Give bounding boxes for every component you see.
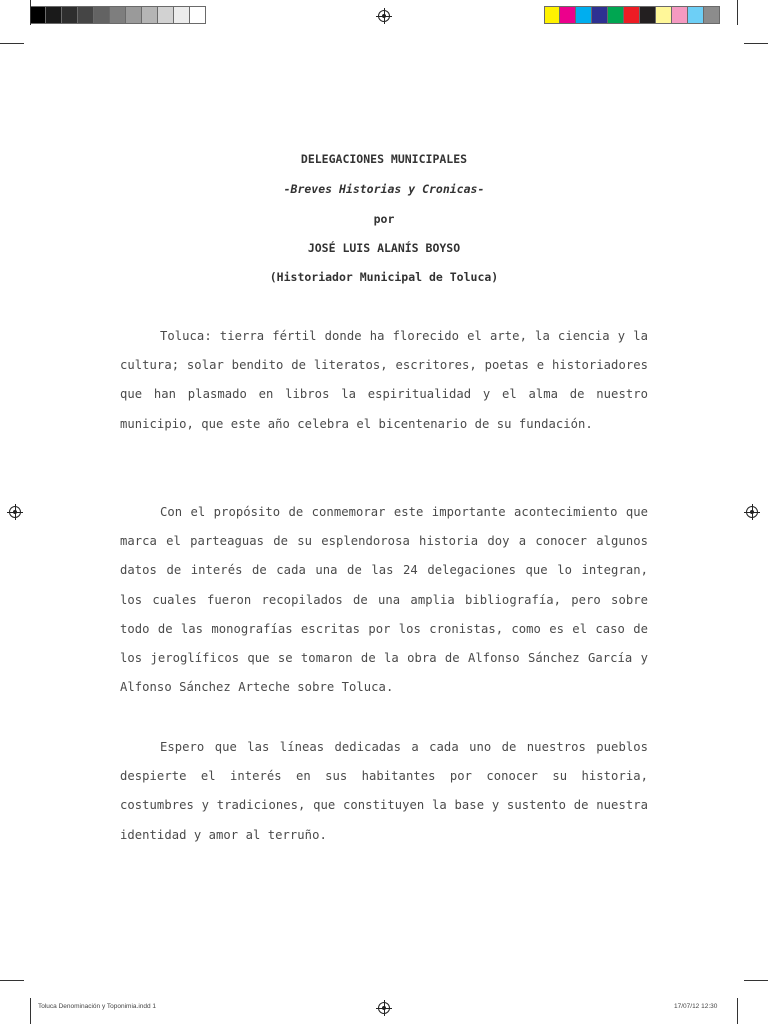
paragraph-intro: Toluca: tierra fértil donde ha florecido el arte, la ciencia y la cultura; solar bendito de literatos, escritores, poetas e historiadores que han plasmado en libros la espiritualidad y el alma de nuestro municipio, que este año celebra el bicentenario de su fundación.	[120, 329, 648, 431]
color-swatch	[30, 6, 46, 24]
registration-mark-icon	[378, 1002, 390, 1014]
color-swatch	[126, 6, 142, 24]
color-swatch	[142, 6, 158, 24]
crop-mark	[30, 998, 31, 1024]
document-subtitle: -Breves Historias y Cronicas-	[283, 182, 485, 196]
byline-por: por	[373, 212, 395, 226]
color-swatch	[158, 6, 174, 24]
crop-mark	[737, 998, 738, 1024]
color-swatch	[174, 6, 190, 24]
color-swatch	[62, 6, 78, 24]
color-swatch	[688, 6, 704, 24]
color-swatch	[190, 6, 206, 24]
color-swatch	[94, 6, 110, 24]
registration-mark-icon	[9, 506, 21, 518]
color-swatch	[608, 6, 624, 24]
author-name: JOSÉ LUIS ALANÍS BOYSO	[307, 241, 461, 255]
crop-mark	[744, 43, 768, 44]
process-color-bar	[544, 6, 720, 24]
crop-mark	[30, 0, 31, 25]
color-swatch	[560, 6, 576, 24]
color-swatch	[78, 6, 94, 24]
grayscale-color-bar	[30, 6, 206, 24]
crop-mark	[744, 980, 768, 981]
registration-mark-icon	[378, 10, 390, 22]
color-swatch	[544, 6, 560, 24]
slug-filename: Toluca Denominación y Toponimia.indd 1	[38, 1003, 157, 1010]
paragraph-purpose: Con el propósito de conmemorar este importante acontecimiento que marca el parteaguas de su esplendorosa historia doy a conocer algunos datos de interés de cada una de las 24 delegaciones que lo integran, los cuales fueron recopilados de una amplia bibliografía, pero sobre todo de las monografías escritas por los cronistas, como es el caso de los jeroglíficos que se tomaron de la obra de Alfonso Sánchez García y Alfonso Sánchez Arteche sobre Toluca.	[120, 505, 648, 695]
slug-datetime: 17/07/12 12:30	[674, 1003, 718, 1010]
color-swatch	[672, 6, 688, 24]
color-swatch	[704, 6, 720, 24]
author-role: (Historiador Municipal de Toluca)	[269, 270, 499, 284]
crop-mark	[737, 0, 738, 25]
color-swatch	[656, 6, 672, 24]
color-swatch	[576, 6, 592, 24]
document-title: DELEGACIONES MUNICIPALES	[300, 152, 468, 166]
color-swatch	[46, 6, 62, 24]
color-swatch	[592, 6, 608, 24]
crop-mark	[0, 980, 24, 981]
color-swatch	[110, 6, 126, 24]
color-swatch	[640, 6, 656, 24]
color-swatch	[624, 6, 640, 24]
paragraph-closing: Espero que las líneas dedicadas a cada uno de nuestros pueblos despierte el interés en sus habitantes por conocer su historia, costumbres y tradiciones, que constituyen la base y sustento de nuestra identidad y amor al terruño.	[120, 740, 648, 842]
crop-mark	[0, 43, 24, 44]
registration-mark-icon	[746, 506, 758, 518]
